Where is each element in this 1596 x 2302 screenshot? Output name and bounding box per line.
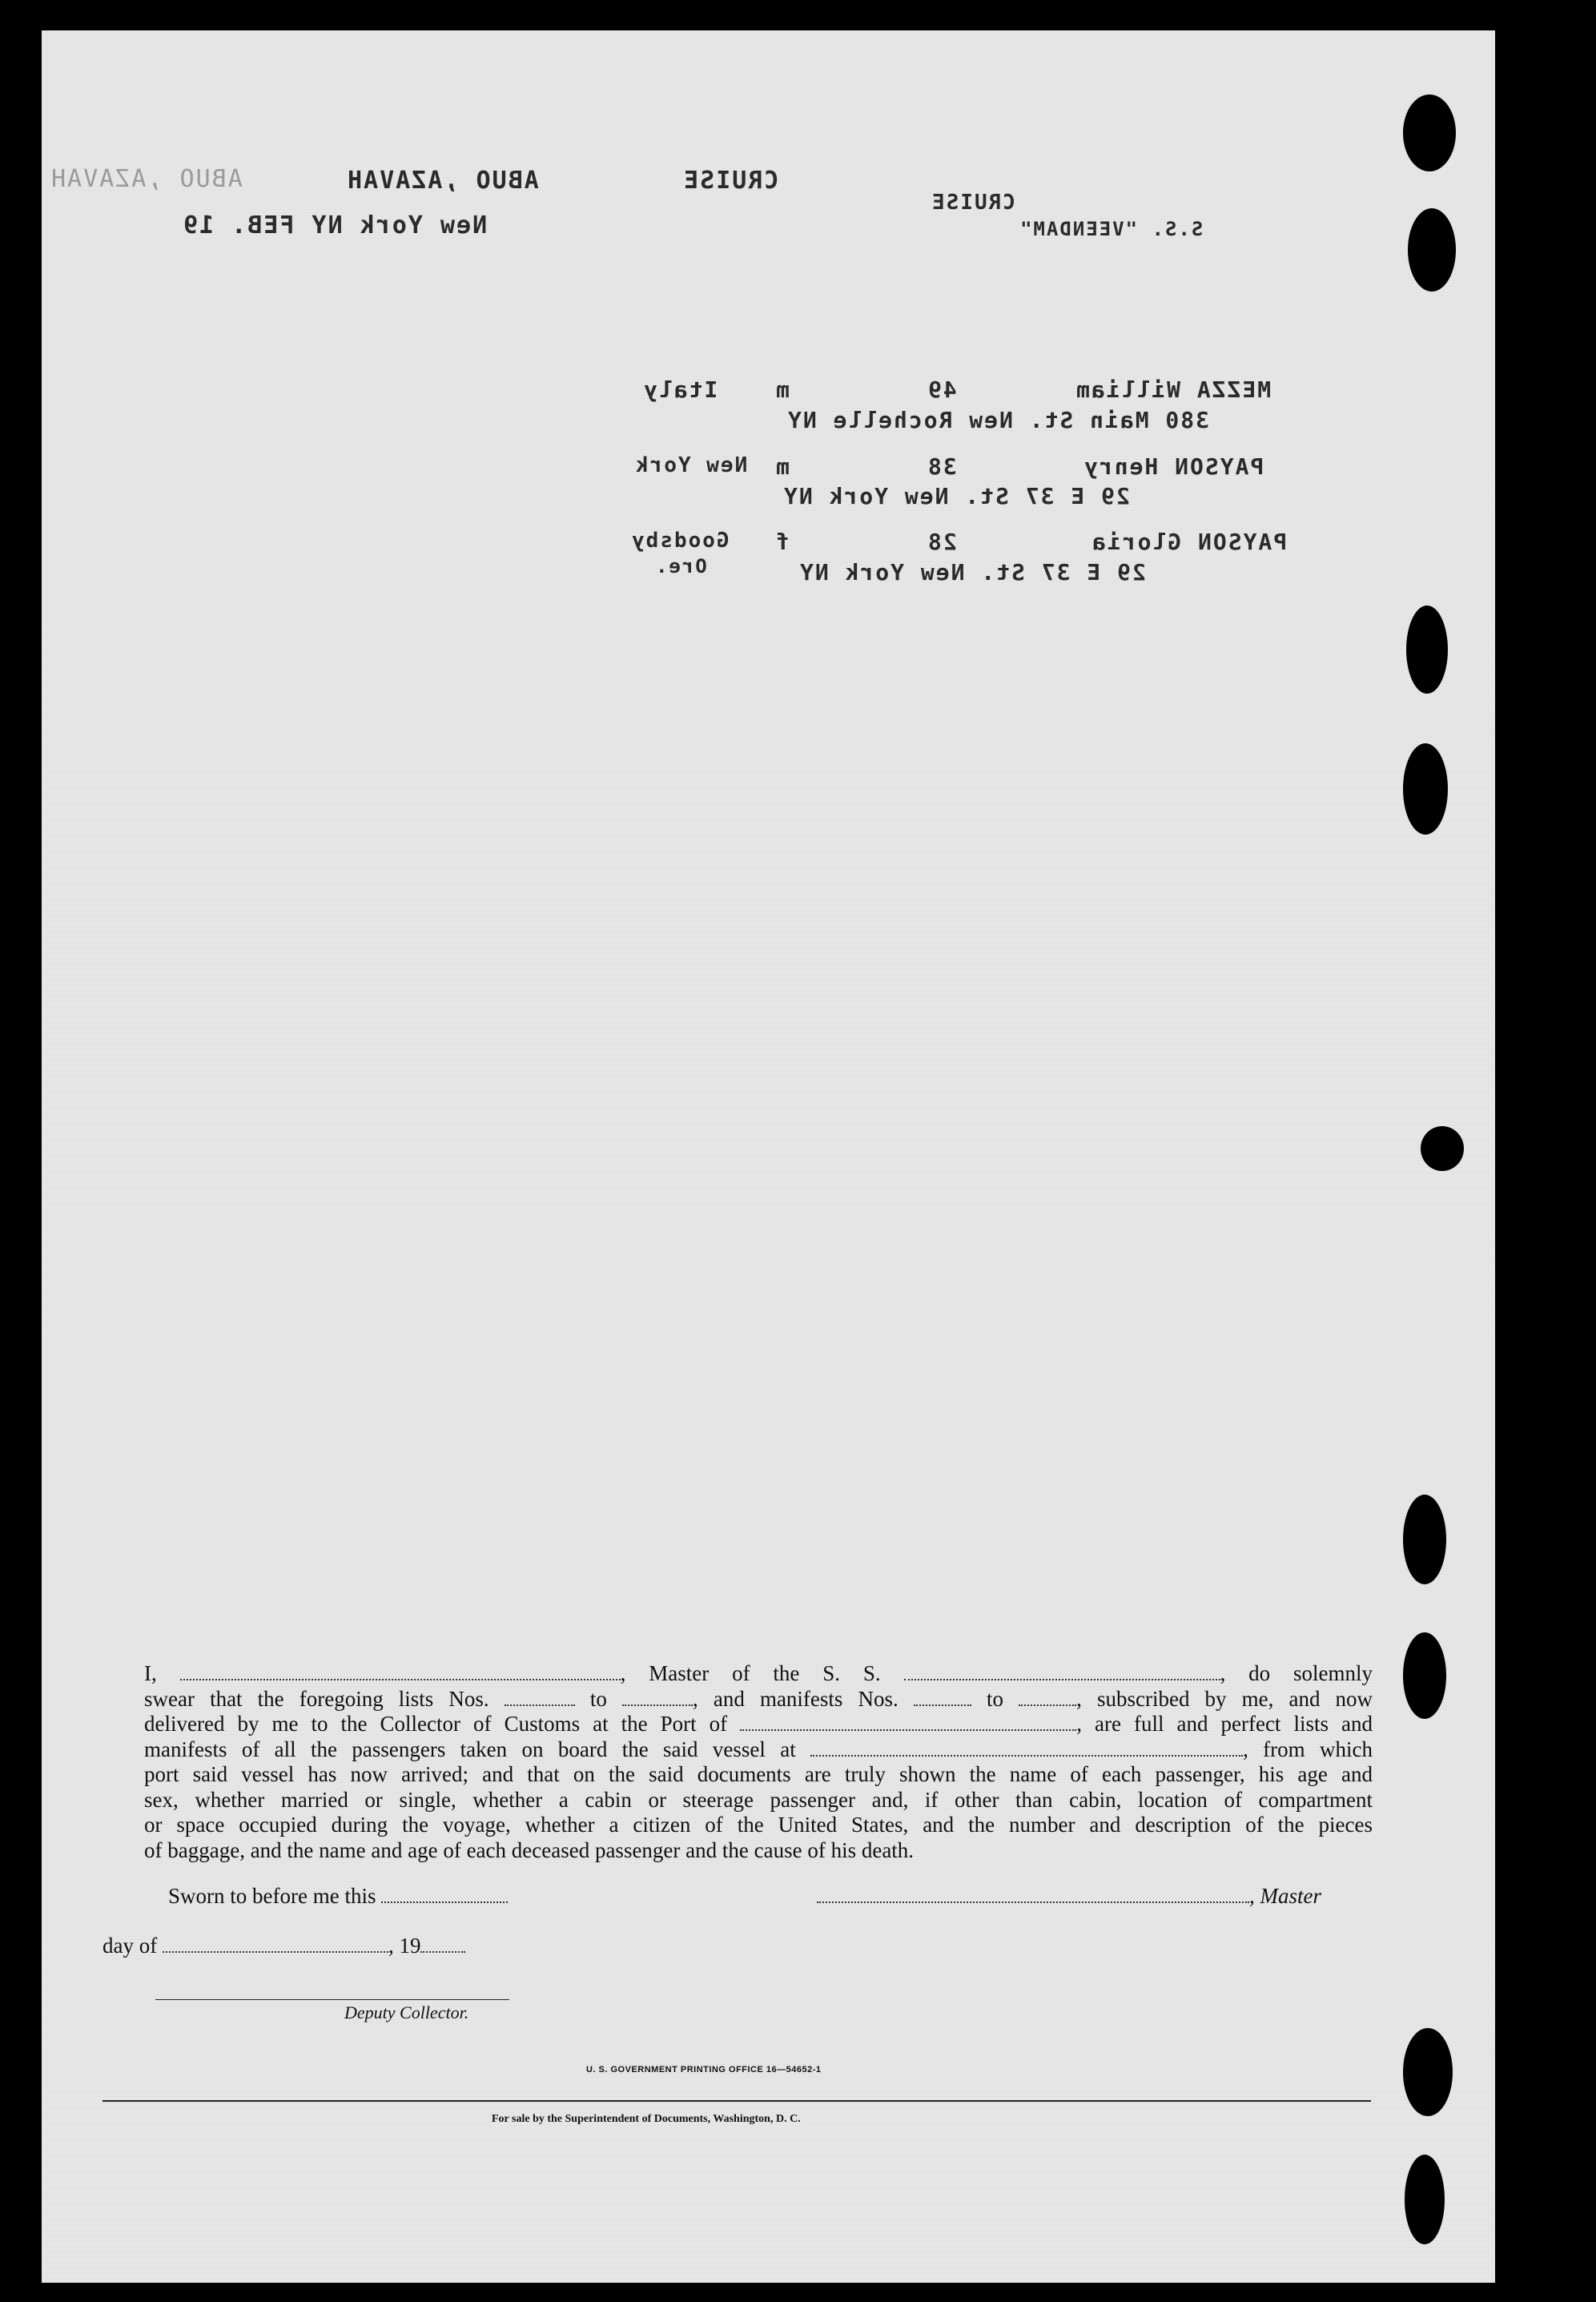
deputy-signature-rule <box>155 1999 509 2000</box>
oath-line-3 <box>144 1712 1373 1737</box>
port-blank[interactable] <box>740 1713 1076 1731</box>
embark-port-blank[interactable] <box>810 1739 1243 1757</box>
oath-delivered: delivered by me to the Collector of Customs at the Port of <box>144 1712 728 1736</box>
month-blank[interactable] <box>163 1935 388 1953</box>
bleed-row1-name: MEZZA William <box>1075 376 1272 403</box>
bleed-row1-age: 49 <box>927 376 957 403</box>
oath-line-6: sex, whether married or single, whether a cabin or steerage passenger and, if other than cabin, location of compartment <box>144 1787 1373 1812</box>
oath-subscribed: , subscribed by me, and now <box>1076 1686 1373 1711</box>
bleed-row3-extra: Ore. <box>654 555 707 578</box>
day-of-line <box>103 1934 465 1958</box>
oath-from-which: , from which <box>1243 1737 1373 1761</box>
punch-hole <box>1403 95 1456 171</box>
bleed-row3-country: Goodsby <box>630 529 730 553</box>
bleed-row2-sex: m <box>774 453 790 480</box>
master-signature-blank[interactable] <box>817 1885 1249 1903</box>
oath-manifests-all: manifests of all the passengers taken on board the said vessel at <box>144 1737 796 1761</box>
bleed-row2-addr: 29 E 37 St. New York NY <box>782 483 1130 509</box>
bleed-row3-addr: 29 E 37 St. New York NY <box>798 559 1146 586</box>
year-blank[interactable] <box>420 1935 465 1953</box>
bleed-header-right-1: CRUISE <box>931 191 1015 215</box>
punch-hole <box>1403 1632 1446 1719</box>
oath-i: I, <box>144 1661 157 1685</box>
punch-hole <box>1408 208 1456 292</box>
bleed-row1-addr: 380 Main St. New Rochelle NY <box>786 407 1210 433</box>
list-to-blank[interactable] <box>622 1688 693 1706</box>
bleed-row3-age: 28 <box>927 529 957 555</box>
bleed-row3-name: PAYSON Gloria <box>1091 529 1288 555</box>
manifest-page <box>42 30 1495 2283</box>
oath-line-2 <box>144 1687 1373 1712</box>
for-sale-notice: For sale by the Superintendent of Documents, Washington, D. C. <box>492 2113 801 2125</box>
oath-and-manifests: , and manifests Nos. <box>693 1686 899 1711</box>
oath-swear-lists: swear that the foregoing lists Nos. <box>144 1686 489 1711</box>
ship-name-blank[interactable] <box>904 1663 1220 1680</box>
manifest-from-blank[interactable] <box>914 1688 971 1706</box>
sworn-line <box>168 1884 508 1909</box>
printing-office-imprint: U. S. GOVERNMENT PRINTING OFFICE 16—54652-1 <box>586 2065 822 2075</box>
list-from-blank[interactable] <box>505 1688 575 1706</box>
bleed-row2-age: 38 <box>927 453 957 480</box>
deputy-collector-label: Deputy Collector. <box>344 2002 469 2022</box>
oath-master-of-ss: , Master of the S. S. <box>620 1661 881 1685</box>
punch-hole <box>1403 1495 1446 1584</box>
oath-to-1: to <box>589 1686 607 1711</box>
bleed-header-left-1b: ABUO ,AZAVAH <box>346 167 539 195</box>
oath-line-5: port said vessel has now arrived; and that on the said documents are truly shown the name of each passenger, his age and <box>144 1762 1373 1786</box>
punch-hole <box>1403 2028 1453 2116</box>
master-name-blank[interactable] <box>180 1663 621 1680</box>
master-signature-line <box>817 1884 1321 1909</box>
oath-line-4 <box>144 1737 1373 1763</box>
bleed-row2-name: PAYSON Henry <box>1083 453 1264 480</box>
oath-line-1 <box>144 1661 1373 1687</box>
bleed-header-mid: CRUISE <box>682 167 779 195</box>
oath-do-solemnly: , do solemnly <box>1220 1661 1373 1685</box>
master-label: , Master <box>1249 1884 1321 1908</box>
oath-line-7: or space occupied during the voyage, whether a citizen of the United States, and the number and description of the pieces <box>144 1813 1373 1837</box>
sworn-label: Sworn to before me this <box>168 1884 376 1908</box>
manifest-to-blank[interactable] <box>1019 1688 1076 1706</box>
oath-full-perfect: , are full and perfect lists and <box>1076 1712 1373 1736</box>
punch-hole <box>1406 606 1448 694</box>
bleed-header-left-1: ABUO ,AZAVAH <box>50 165 243 193</box>
year-label: , 19 <box>388 1934 421 1958</box>
bleed-row3-sex: f <box>774 529 790 555</box>
bleed-row1-country: Italy <box>642 376 718 403</box>
day-of-label: day of <box>103 1934 158 1958</box>
punch-hole <box>1403 743 1448 835</box>
bleed-row1-sex: m <box>774 376 790 403</box>
oath-line-8: of baggage, and the name and age of each deceased passenger and the cause of his death. <box>144 1837 915 1862</box>
master-oath <box>144 1661 1373 1863</box>
sworn-day-blank[interactable] <box>381 1885 508 1903</box>
footer-rule <box>103 2100 1371 2102</box>
oath-to-2: to <box>987 1686 1004 1711</box>
bleed-header-right-2: S.S. "VEENDAM" <box>1019 218 1204 240</box>
punch-hole <box>1405 2155 1445 2244</box>
punch-hole <box>1421 1126 1464 1171</box>
bleed-header-left-2: New York NY FEB. 19 <box>182 211 488 239</box>
bleed-row2-country: New York <box>634 453 748 477</box>
